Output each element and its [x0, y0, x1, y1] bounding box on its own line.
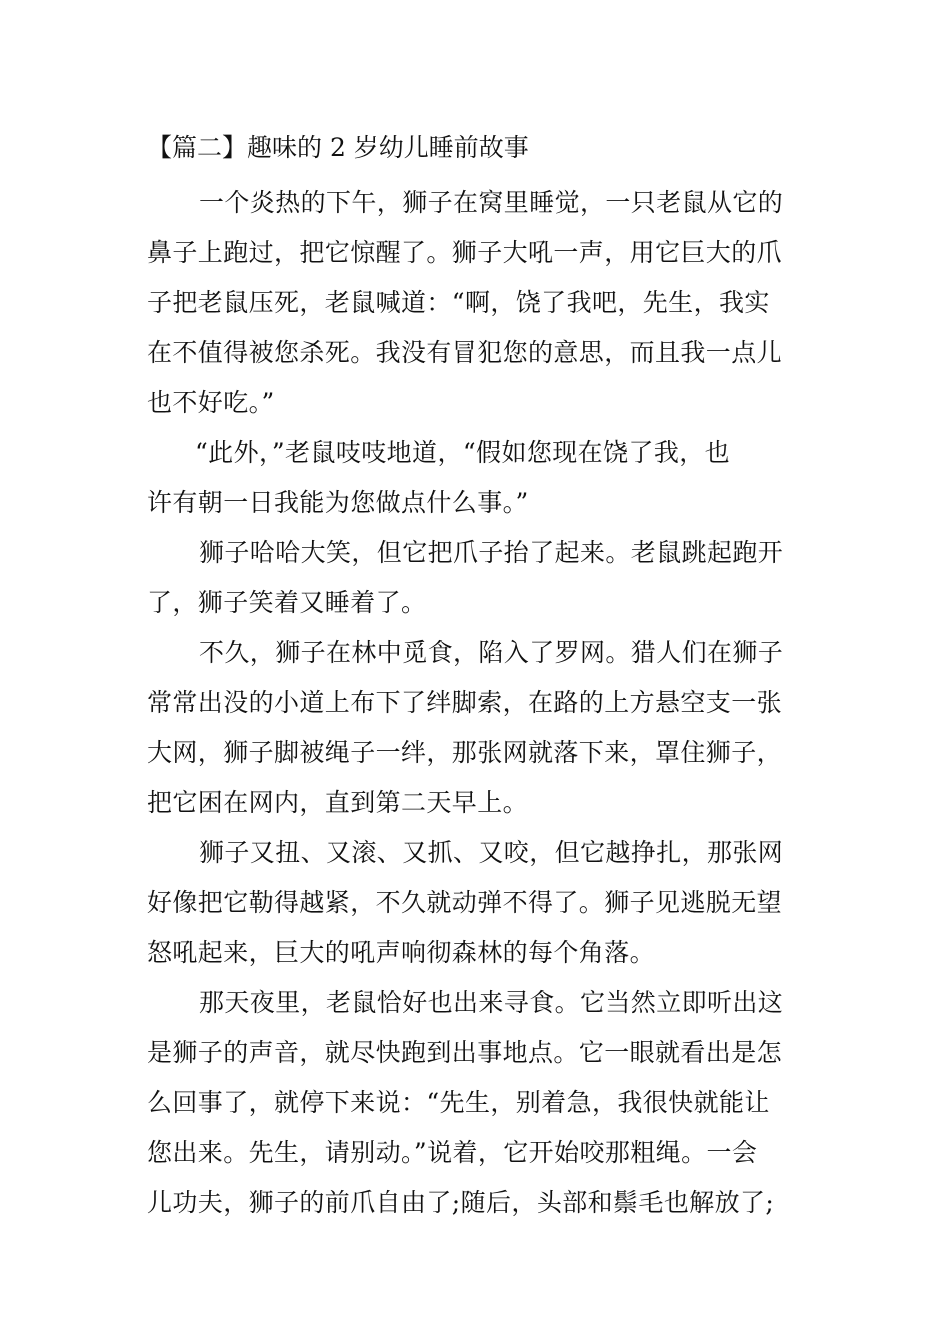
- section-heading: 【篇二】趣味的 2 岁幼儿睡前故事: [147, 133, 529, 162]
- paragraph-line: 也不好吃。”: [147, 388, 275, 417]
- paragraph-line: 么回事了，就停下来说：“先生，别着急，我很快就能让: [147, 1088, 770, 1117]
- paragraph-line: 狮子又扭、又滚、又抓、又咬，但它越挣扎，那张网: [199, 838, 784, 867]
- paragraph-line: 常常出没的小道上布下了绊脚索，在路的上方悬空支一张: [147, 688, 783, 717]
- paragraph-line: 许有朝一日我能为您做点什么事。”: [147, 488, 529, 517]
- paragraph-line: 鼻子上跑过，把它惊醒了。狮子大吼一声，用它巨大的爪: [147, 238, 783, 267]
- paragraph-2: [147, 428, 807, 528]
- paragraph-line: 把它困在网内，直到第二天早上。: [147, 788, 529, 817]
- paragraph-line: 一个炎热的下午，狮子在窝里睡觉，一只老鼠从它的: [199, 188, 784, 217]
- paragraph-line: 您出来。先生，请别动。”说着，它开始咬那粗绳。一会: [147, 1138, 758, 1167]
- paragraph-3: [147, 528, 807, 628]
- paragraph-line: 了，狮子笑着又睡着了。: [147, 588, 427, 617]
- paragraph-5: [147, 828, 807, 978]
- paragraph-line: 大网，狮子脚被绳子一绊，那张网就落下来，罩住狮子，: [147, 738, 783, 767]
- paragraph-line: 好像把它勒得越紧，不久就动弹不得了。狮子见逃脱无望: [147, 888, 783, 917]
- paragraph-line: 不久，狮子在林中觅食，陷入了罗网。猎人们在狮子: [199, 638, 784, 667]
- paragraph-line: 儿功夫，狮子的前爪自由了;随后，头部和鬃毛也解放了;: [147, 1188, 775, 1217]
- paragraph-1: [147, 178, 807, 428]
- paragraph-line: 那天夜里，老鼠恰好也出来寻食。它当然立即听出这: [199, 988, 784, 1017]
- paragraph-6: [147, 978, 807, 1228]
- paragraph-line: 狮子哈哈大笑，但它把爪子抬了起来。老鼠跳起跑开: [199, 538, 784, 567]
- paragraph-4: [147, 628, 807, 828]
- paragraph-line: 怒吼起来，巨大的吼声响彻森林的每个角落。: [147, 938, 656, 967]
- paragraph-line: 是狮子的声音，就尽快跑到出事地点。它一眼就看出是怎: [147, 1038, 783, 1067]
- document-body: [147, 128, 807, 1228]
- paragraph-line: 在不值得被您杀死。我没有冒犯您的意思，而且我一点儿: [147, 338, 783, 367]
- paragraph-line: “此外，”老鼠吱吱地道，“假如您现在饶了我，也: [195, 438, 731, 467]
- paragraph-line: 子把老鼠压死，老鼠喊道：“啊，饶了我吧，先生，我实: [147, 288, 770, 317]
